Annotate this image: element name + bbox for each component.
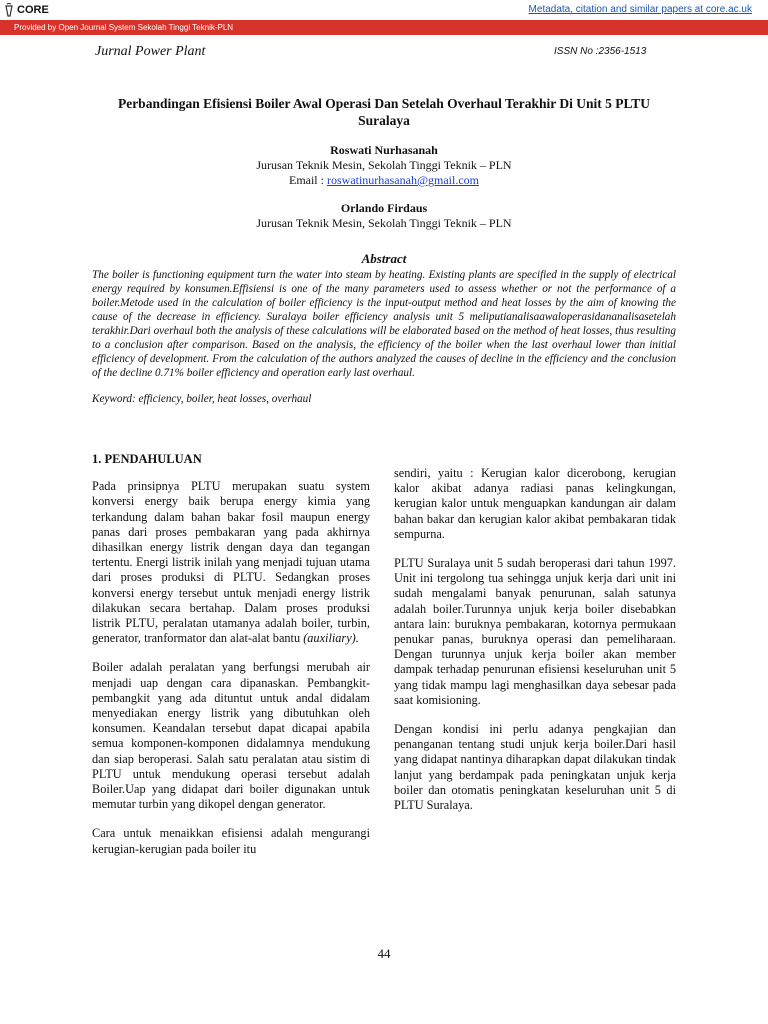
author-2-name: Orlando Firdaus xyxy=(340,201,428,215)
paragraph-text: Pada prinsipnya PLTU merupakan suatu system konversi energy baik berupa energy kimia yang terkandung dalam bahan bakar fosil maupun energy panas dari proses pembakaran yang pada akhirnya dihasilkan energy listrik dengan daya dan tegangan tertentu. Energi listrik inilah yang menjadi tujuan utama dari proses produksi di PLTU. Sedangkan proses konversi energy tersebut untuk menjadi energy listrik dilakukan secara bertahap. Dalam proses produksi listrik PLTU, peralatan utamanya adalah boiler, turbin, generator, tranformator dan alat-alat bantu xyxy=(92,479,370,646)
core-logo-label: CORE xyxy=(17,4,49,16)
author-2-affiliation: Jurusan Teknik Mesin, Sekolah Tinggi Teknik – PLN xyxy=(256,216,512,230)
paragraph: sendiri, yaitu : Kerugian kalor dicerobong, kerugian kalor akibat adanya radiasi panas kelingkungan, kerugian kalor untuk menguapkan kandungan air dalam bahan bakar dan kerugian kalor akibat pembakaran tidak sempurna. xyxy=(394,466,676,541)
paragraph: Dengan kondisi ini perlu adanya pengkajian dan penanganan tentang studi unjuk kerja boiler.Dari hasil yang didapat nantinya diharapkan dapat dilakukan tindak lanjut yang berdampak pada peningkatan unjuk kerja boiler dan otomatis peningkatan keseluruhan unit 5 di PLTU Suralaya. xyxy=(394,722,676,813)
paragraph-italic: (auxiliary). xyxy=(303,631,359,646)
paper-title: Perbandingan Efisiensi Boiler Awal Operasi Dan Setelah Overhaul Terakhir Di Unit 5 PLTU Suralaya xyxy=(117,96,651,128)
abstract-heading: Abstract xyxy=(361,251,407,266)
author-1-affiliation: Jurusan Teknik Mesin, Sekolah Tinggi Teknik – PLN xyxy=(256,158,512,172)
paragraph xyxy=(92,479,370,646)
abstract-block xyxy=(92,268,676,406)
issn: ISSN No :2356-1513 xyxy=(554,46,647,57)
abstract-text: The boiler is functioning equipment turn the water into steam by heating. Existing plants are specified in the supply of electrical energy required by konsumen.Effisiensi is one of the many parameters used to assess whether or not the performance of a boiler.Metode used in the calculation of boiler efficiency is the input-output method and heat losses by the aim of knowing the cause of the decrease in efficiency. Suralaya boiler efficiency analysis unit 5 meliputianalisaawaloperasidananalisasetelah terakhir.Dari overhaul both the analysis of these calculations will be elaborated based on the method of heat losses, thus resulting to a conclusion after comparison. Based on the analysis, the efficiency of the boiler when the last overhaul lower than initial efficiency of development. From the calculation of the authors analyzed the causes of decline in the efficiency and the conclusion of the decline 0.71% boiler efficiency and operation early last overhaul. xyxy=(92,269,676,379)
keywords: Keyword: efficiency, boiler, heat losses, overhaul xyxy=(92,393,312,405)
author-block xyxy=(92,143,676,231)
core-top-bar xyxy=(0,0,768,20)
email-label: Email : xyxy=(288,173,327,187)
paragraph: Cara untuk menaikkan efisiensi adalah mengurangi kerugian-kerugian pada boiler itu xyxy=(92,826,370,856)
core-logo[interactable] xyxy=(4,3,49,17)
right-column xyxy=(394,466,676,827)
section-heading: 1. PENDAHULUAN xyxy=(92,452,202,466)
page-number: 44 xyxy=(377,946,391,961)
core-metadata-link[interactable]: Metadata, citation and similar papers at core.ac.uk xyxy=(528,4,752,15)
author-1-email-link[interactable]: roswatinurhasanah@gmail.com xyxy=(326,173,479,187)
provided-by-banner: Provided by Open Journal System Sekolah Tinggi Teknik-PLN xyxy=(0,20,768,35)
author-1-email-line xyxy=(92,173,676,188)
paragraph: Boiler adalah peralatan yang berfungsi merubah air menjadi uap dengan cara dipanaskan. Pembangkit-pembangkit yang ada dituntut untuk andal didalam menyediakan energy listrik yang dibutuhkan oleh konsumen. Keandalan tersebut dapat dicapai apabila semua komponen-komponen didalamnya mendukung dan siap beroperasi. Salah satu peralatan atau sistim di PLTU untuk mendukung operasi tersebut adalah Boiler.Uap yang didapat dari boiler digunakan untuk memutar turbin yang dikopel dengan generator. xyxy=(92,660,370,812)
journal-name: Jurnal Power Plant xyxy=(95,44,206,59)
left-column xyxy=(92,452,370,871)
author-1-name: Roswati Nurhasanah xyxy=(330,143,438,157)
paragraph: PLTU Suralaya unit 5 sudah beroperasi dari tahun 1997. Unit ini tergolong tua sehingga unjuk kerja dari unit ini sudah mengalami banyak penurunan, salah satunya adalah boiler.Turunnya unjuk kerja boiler disebabkan antara lain: buruknya pembakaran, kotornya permukaan penukar panas, buruknya operasi dan pemeliharaan. Dengan turunnya unjuk kerja boiler akan member dampak terhadap penurunan efisiensi keseluruhan unit 5 yang tidak mampu lagi menghasilkan daya sebesar pada saat komisioning. xyxy=(394,556,676,707)
core-logo-icon xyxy=(4,3,14,17)
